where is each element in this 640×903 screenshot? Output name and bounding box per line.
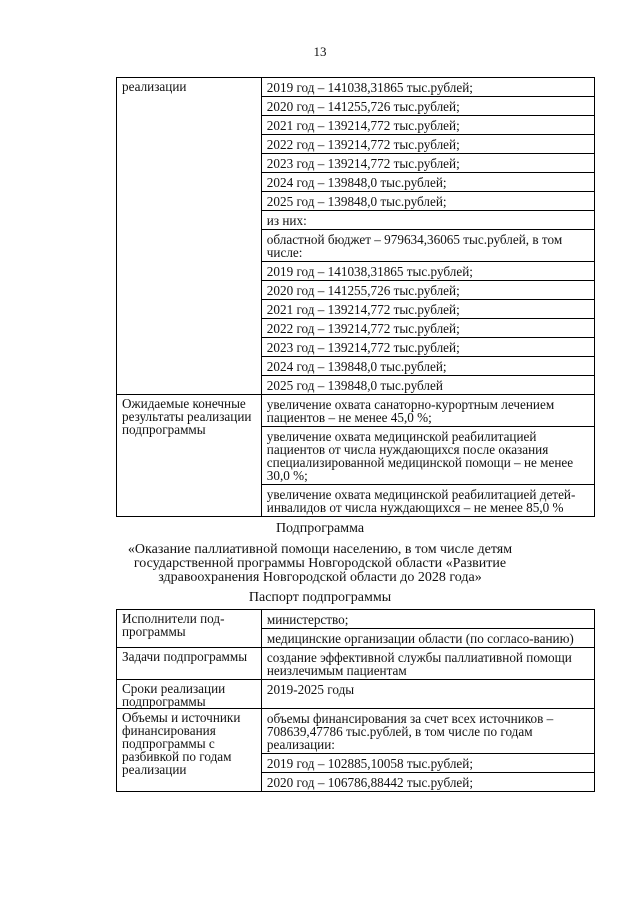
row-label: Исполнители под-программы — [117, 610, 262, 648]
subprogram-title-line: здравоохранения Новгородской области до 2028 года» — [158, 570, 482, 585]
list-item: увеличение охвата санаторно-курортным лечением пациентов – не менее 45,0 %; — [266, 397, 555, 425]
row-content — [261, 648, 594, 680]
row-content — [261, 709, 594, 792]
list-item: 2021 год – 139214,772 тыс.рублей; — [262, 299, 594, 318]
row-content — [261, 680, 594, 709]
row-label: Объемы и источники финансирования подпрограммы с разбивкой по годам реализации — [117, 709, 262, 792]
row-label: Сроки реализации подпрограммы — [117, 680, 262, 709]
list-item: из них: — [262, 210, 594, 229]
list-item: 2020 год – 106786,88442 тыс.рублей; — [262, 772, 594, 791]
table-row — [117, 709, 595, 792]
row-label: Ожидаемые конечные результаты реализации подпрограммы — [117, 395, 262, 517]
list-item: 2024 год – 139848,0 тыс.рублей; — [262, 356, 594, 375]
table-row — [117, 648, 595, 680]
subprogram-title-line: государственной программы Новгородской области «Развитие — [133, 556, 507, 571]
list-item: объемы финансирования за счет всех источников – 708639,47786 тыс.рублей, в том числе по годам реализации: — [266, 711, 554, 752]
table-row — [117, 610, 595, 648]
list-item: 2019 год – 141038,31865 тыс.рублей; — [266, 80, 473, 95]
subprogram-heading-block — [0, 522, 640, 585]
page-number: 13 — [313, 44, 327, 59]
list-item: 2022 год – 139214,772 тыс.рублей; — [262, 134, 594, 153]
funding-table-continuation — [116, 77, 595, 517]
list-item: 2025 год – 139848,0 тыс.рублей; — [262, 191, 594, 210]
list-item: 2023 год – 139214,772 тыс.рублей; — [262, 153, 594, 172]
table-row — [117, 680, 595, 709]
list-item: создание эффективной службы паллиативной помощи неизлечимым пациентам — [266, 650, 572, 678]
subprogram-passport-table — [116, 609, 595, 792]
table-row — [117, 395, 595, 517]
list-item: областной бюджет – 979634,36065 тыс.рублей, в том числе: — [262, 229, 594, 261]
list-item: 2020 год – 141255,726 тыс.рублей; — [262, 280, 594, 299]
list-item: министерство; — [266, 612, 349, 627]
row-label: Задачи подпрограммы — [117, 648, 262, 680]
table-row — [117, 78, 595, 395]
row-content — [261, 395, 594, 517]
row-content — [261, 78, 594, 395]
list-item: 2024 год – 139848,0 тыс.рублей; — [262, 172, 594, 191]
list-item: 2025 год – 139848,0 тыс.рублей — [262, 375, 594, 394]
list-item: 2019-2025 годы — [266, 682, 355, 697]
list-item: увеличение охвата медицинской реабилитацией детей-инвалидов от числа нуждающихся – не менее 85,0 % — [262, 484, 594, 516]
list-item: 2019 год – 102885,10058 тыс.рублей; — [262, 753, 594, 772]
list-item: увеличение охвата медицинской реабилитацией пациентов от числа нуждающихся после оказания специализированной медицинской помощи – не менее 30,0 %; — [262, 426, 594, 484]
list-item: 2022 год – 139214,772 тыс.рублей; — [262, 318, 594, 337]
passport-heading: Паспорт подпрограммы — [248, 590, 392, 605]
subprogram-heading: Подпрограмма — [275, 521, 365, 536]
list-item: 2023 год – 139214,772 тыс.рублей; — [262, 337, 594, 356]
list-item: 2021 год – 139214,772 тыс.рублей; — [262, 115, 594, 134]
subprogram-title-line: «Оказание паллиативной помощи населению, в том числе детям — [127, 542, 513, 557]
row-label: реализации — [117, 78, 262, 395]
list-item: 2019 год – 141038,31865 тыс.рублей; — [262, 261, 594, 280]
list-item: 2020 год – 141255,726 тыс.рублей; — [262, 96, 594, 115]
row-content — [261, 610, 594, 648]
list-item: медицинские организации области (по согласо-ванию) — [262, 628, 594, 647]
